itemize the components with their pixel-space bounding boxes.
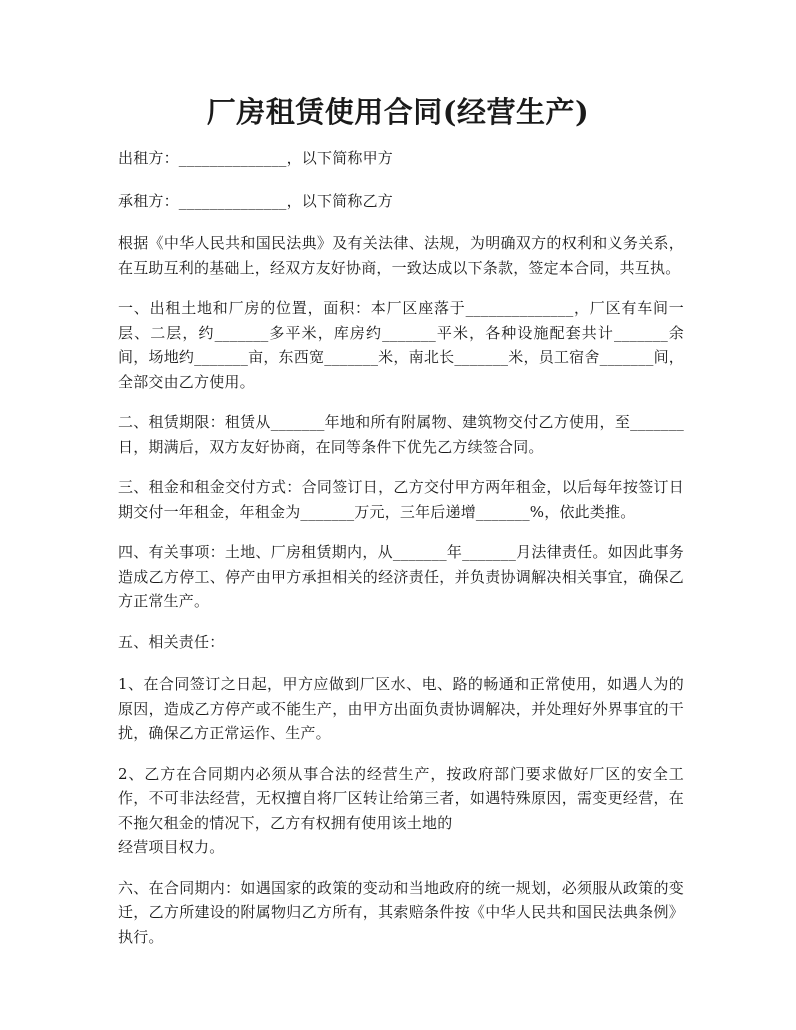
clause-4-related-matters: 四、有关事项：土地、厂房租赁期内，从_______年_______月法律责任。如因此事务造成乙方停工、停产由甲方承担相关的经济责任，并负责协调解决相关事宜，确保乙方正常生产。 [118, 543, 684, 610]
clause-1-location-area: 一、出租土地和厂房的位置，面积：本厂区座落于______________，厂区有车间一层、二层，约_______多平米，库房约_______平米，各种设施配套共计_______余间，场地约_______亩，东西宽_______米，南北长_______米，员工宿舍_______间，全部交由乙方使用。 [118, 299, 684, 391]
preamble-paragraph: 根据《中华人民共和国民法典》及有关法律、法规，为明确双方的权利和义务关系，在互助互利的基础上，经双方友好协商，一致达成以下条款，签定本合同，共互执。 [118, 234, 684, 277]
clause-5-item-2 [118, 762, 684, 860]
document-body [118, 146, 684, 965]
clause-5-heading: 五、相关责任： [118, 632, 225, 651]
clause-5-item-2-text: 2、乙方在合同期内必须从事合法的经营生产，按政府部门要求做好厂区的安全工作，不可非法经营，无权擅自将厂区转让给第三者，如遇特殊原因，需变更经营，在不拖欠租金的情况下，乙方有权拥有使用该土地的 [118, 764, 684, 832]
lessor-line: 出租方：______________，以下简称甲方 [118, 149, 394, 167]
clause-5-item-1: 1、在合同签订之日起，甲方应做到厂区水、电、路的畅通和正常使用，如遇人为的原因，造成乙方停产或不能生产，由甲方出面负责协调解决，并处理好外界事宜的干扰，确保乙方正常运作、生产。 [118, 675, 684, 742]
document-title: 厂房租赁使用合同(经营生产) [206, 95, 590, 129]
clause-5-item-2-continuation: 经营项目权力。 [118, 838, 225, 856]
clause-3-rent-payment: 三、租金和租金交付方式：合同签订日，乙方交付甲方两年租金，以后每年按签订日期交付一年租金，年租金为_______万元，三年后递增_______%，依此类推。 [118, 478, 684, 521]
lessee-line: 承租方：______________，以下简称乙方 [118, 191, 394, 210]
clause-6-policy-changes: 六、在合同期内：如遇国家的政策的变动和当地政府的统一规划，必须服从政策的变迁，乙方所建设的附属物归乙方所有，其索赔条件按《中华人民共和国民法典条例》执行。 [118, 878, 684, 946]
clause-2-lease-term: 二、租赁期限：租赁从_______年地和所有附属物、建筑物交付乙方使用，至_______日，期满后，双方友好协商，在同等条件下优先乙方续签合同。 [118, 413, 684, 456]
